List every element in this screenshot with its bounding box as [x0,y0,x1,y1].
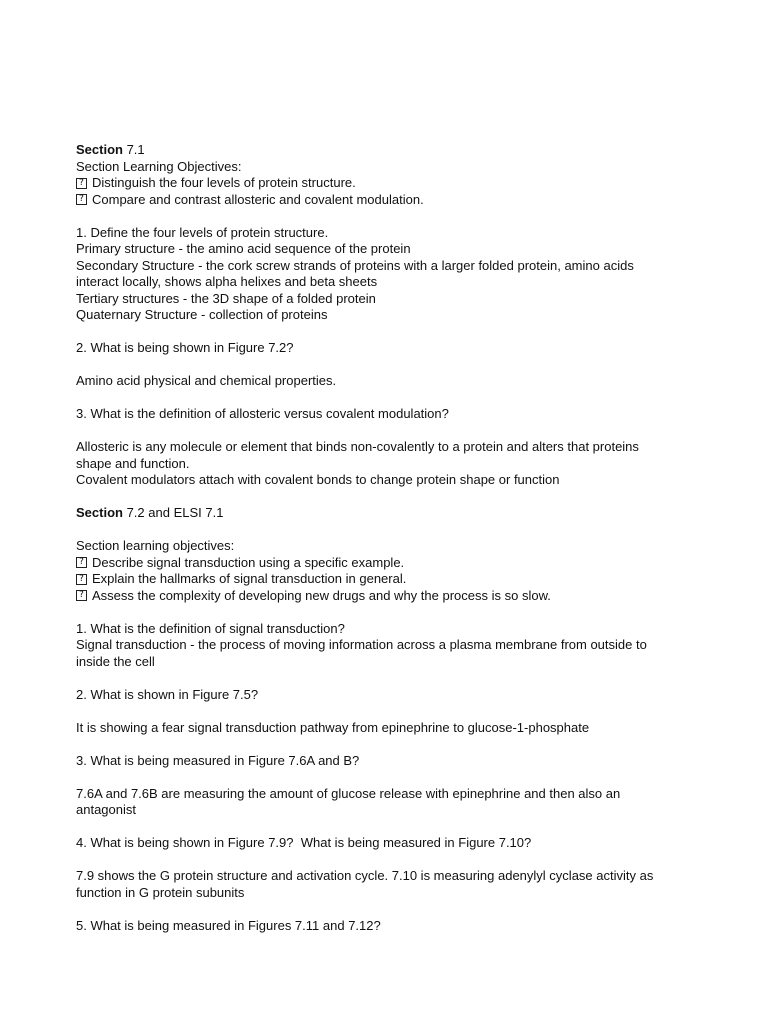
objectives-heading: Section learning objectives: [76,538,235,553]
answer-line: shape and function. [76,455,190,471]
answer-line: antagonist [76,802,136,817]
objectives-heading: Section Learning Objectives: [76,158,242,174]
answer-line: inside the cell [76,653,155,669]
answer-line: Signal transduction - the process of moving information across a plasma membrane from outside to [76,637,647,652]
answer-line: 7.9 shows the G protein structure and activation cycle. 7.10 is measuring adenylyl cyclase activity as [76,868,654,883]
section-number: 7.2 and ELSI 7.1 [122,505,224,520]
checkbox-icon: ? [76,178,87,189]
question: 2. What is shown in Figure 7.5? [76,686,259,702]
answer-line: Covalent modulators attach with covalent bonds to change protein shape or function [76,472,560,487]
section-label: Section [76,505,123,520]
objective-item [76,175,696,192]
answer-line: Secondary Structure - the cork screw strands of proteins with a larger folded protein, amino acids [76,257,634,273]
checkbox-icon: ? [76,194,87,205]
answer-line: Quaternary Structure - collection of proteins [76,307,328,322]
checkbox-icon: ? [76,590,87,601]
answer-line: Allosteric is any molecule or element that binds non-covalently to a protein and alters that proteins [76,439,639,454]
section-number: 7.1 [122,142,145,157]
section-heading [76,505,696,522]
question: 2. What is being shown in Figure 7.2? [76,340,294,355]
answer-line: 7.6A and 7.6B are measuring the amount of glucose release with epinephrine and then also an [76,785,621,801]
answer-line: It is showing a fear signal transduction pathway from epinephrine to glucose-1-phosphate [76,719,590,735]
question: 4. What is being shown in Figure 7.9? What is being measured in Figure 7.10? [76,835,532,850]
question: 1. Define the four levels of protein structure. [76,224,329,240]
question: 3. What is the definition of allosteric versus covalent modulation? [76,406,449,421]
objective-text: Distinguish the four levels of protein structure. [92,175,356,190]
answer-line: Tertiary structures - the 3D shape of a folded protein [76,290,376,306]
objective-text: Explain the hallmarks of signal transduction in general. [92,571,407,586]
checkbox-icon: ? [76,574,87,585]
question: 1. What is the definition of signal transduction? [76,620,345,636]
objective-text: Describe signal transduction using a specific example. [92,554,405,570]
answer-line: Amino acid physical and chemical properties. [76,373,337,388]
answer-line: function in G protein subunits [76,884,245,900]
question: 3. What is being measured in Figure 7.6A and B? [76,752,360,768]
question: 5. What is being measured in Figures 7.11 and 7.12? [76,917,381,933]
answer-line: Primary structure - the amino acid sequence of the protein [76,241,411,256]
objective-text: Assess the complexity of developing new drugs and why the process is so slow. [92,587,551,603]
section-heading [76,142,696,159]
objective-item [76,192,696,209]
objective-item [76,588,696,605]
document-body [76,142,696,934]
objective-item [76,571,696,588]
section-label: Section [76,142,123,157]
objective-item [76,555,696,572]
answer-line: interact locally, shows alpha helixes and beta sheets [76,274,378,289]
checkbox-icon: ? [76,557,87,568]
objective-text: Compare and contrast allosteric and covalent modulation. [92,191,424,207]
